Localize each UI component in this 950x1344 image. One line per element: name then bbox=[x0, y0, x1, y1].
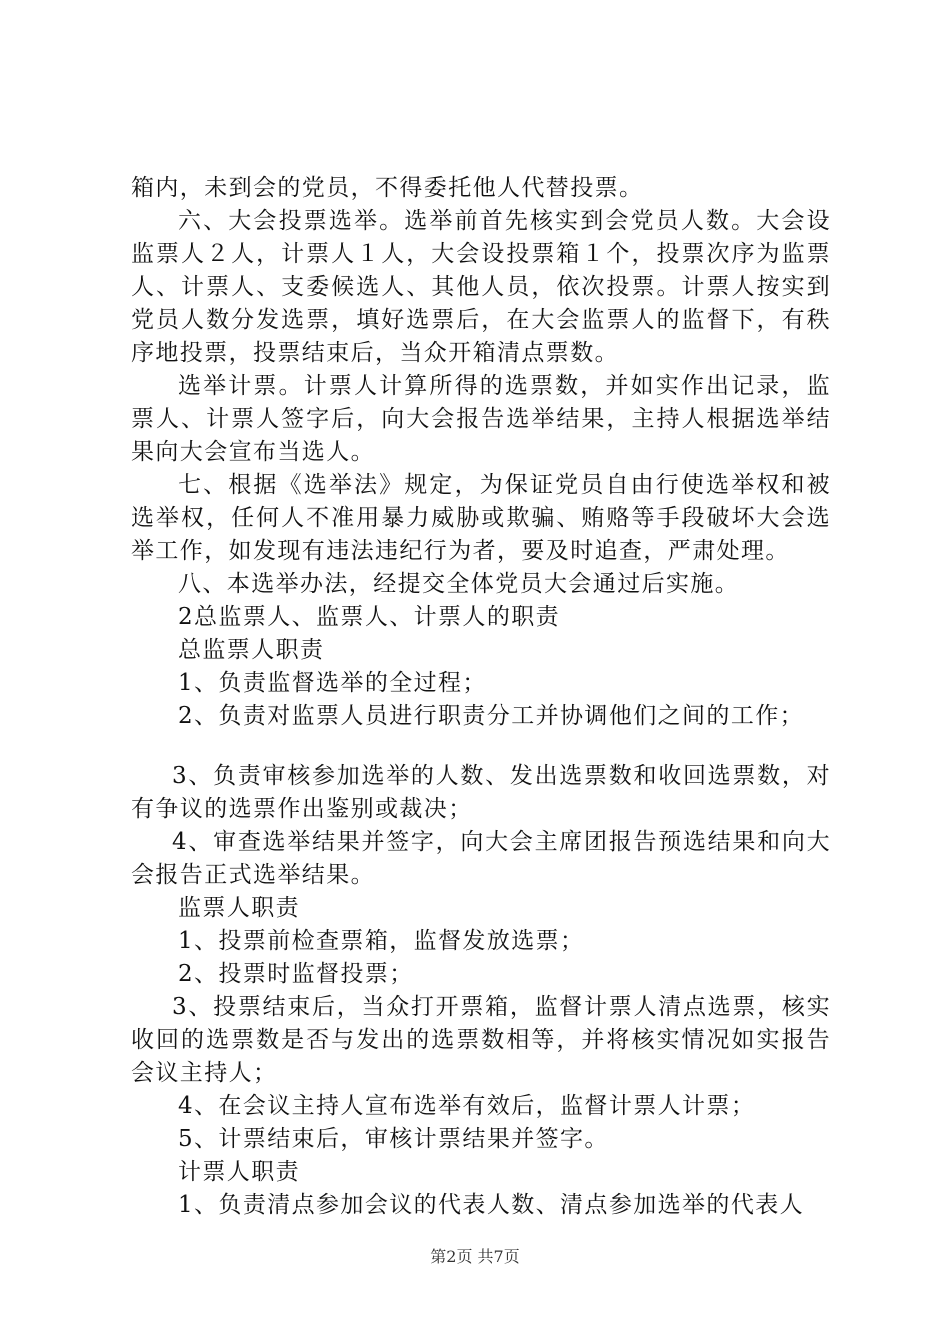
scrutineer-duty-2: 2、投票时监督投票； bbox=[178, 961, 414, 987]
scrutineer-duty-3: 3、投票结束后，当众打开票箱，监督计票人清点选票，核实收回的选票数是否与发出的选票数相等，并将核实情况如实报告会议主持人； bbox=[131, 994, 831, 1086]
subheading-counter: 计票人职责 bbox=[178, 1159, 300, 1185]
scrutineer-duty-5: 5、计票结束后，审核计票结果并签字。 bbox=[178, 1126, 609, 1152]
counter-duty-1: 1、负责清点参加会议的代表人数、清点参加选举的代表人 bbox=[178, 1192, 805, 1218]
subheading-scrutineer: 监票人职责 bbox=[178, 895, 300, 921]
scrutineer-duty-1: 1、投票前检查票箱，监督发放选票； bbox=[178, 928, 585, 954]
chief-duty-3: 3、负责审核参加选举的人数、发出选票数和收回选票数，对有争议的选票作出鉴别或裁决； bbox=[131, 763, 831, 822]
paragraph-item-8: 八、本选举办法，经提交全体党员大会通过后实施。 bbox=[178, 571, 740, 597]
paragraph-item-7: 七、根据《选举法》规定，为保证党员自由行使选举权和被选举权，任何人不准用暴力威胁或欺骗、贿赂等手段破坏大会选举工作，如发现有违法违纪行为者，要及时追查，严肃处理。 bbox=[131, 472, 831, 564]
paragraph-item-6: 六、大会投票选举。选举前首先核实到会党员人数。大会设监票人２人，计票人１人，大会设投票箱１个，投票次序为监票人、计票人、支委候选人、其他人员，依次投票。计票人按实到党员人数分发选票，填好选票后，在大会监票人的监督下，有秩序地投票，投票结束后，当众开箱清点票数。 bbox=[131, 208, 831, 366]
section-heading-duties: 2总监票人、监票人、计票人的职责 bbox=[178, 604, 561, 630]
paragraph-vote-counting: 选举计票。计票人计算所得的选票数，并如实作出记录，监票人、计票人签字后，向大会报告选举结果，主持人根据选举结果向大会宣布当选人。 bbox=[131, 373, 831, 465]
paragraph-continuation: 箱内，未到会的党员，不得委托他人代替投票。 bbox=[131, 175, 644, 201]
document-body bbox=[131, 172, 831, 1222]
scrutineer-duty-4: 4、在会议主持人宣布选举有效后，监督计票人计票； bbox=[178, 1093, 756, 1119]
subheading-chief-scrutineer: 总监票人职责 bbox=[178, 637, 325, 663]
chief-duty-1: 1、负责监督选举的全过程； bbox=[178, 670, 487, 696]
chief-duty-4: 4、审查选举结果并签字，向大会主席团报告预选结果和向大会报告正式选举结果。 bbox=[131, 829, 831, 888]
page-footer: 第2页 共7页 bbox=[430, 1247, 520, 1266]
chief-duty-2: 2、负责对监票人员进行职责分工并协调他们之间的工作； bbox=[178, 703, 805, 729]
